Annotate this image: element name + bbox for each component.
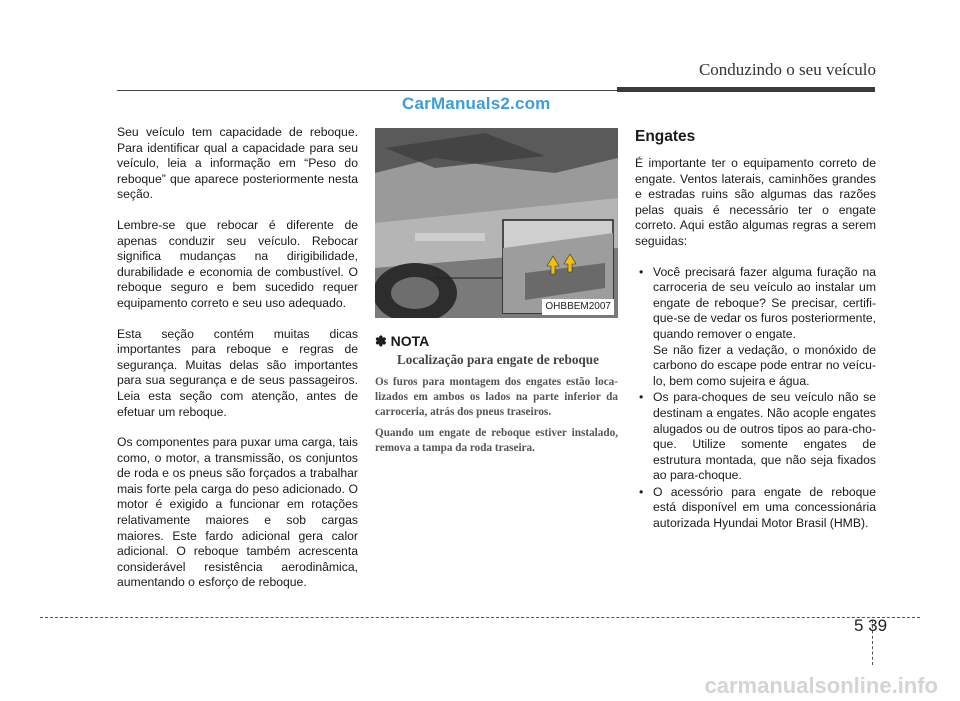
- note-body: [375, 375, 618, 456]
- watermark-bottom[interactable]: carmanualsonline.info: [704, 673, 938, 698]
- column-figure-note: [375, 128, 618, 462]
- section-title: Engates: [635, 128, 696, 145]
- paragraph: Seu veículo tem capacidade de reboque. Para identificar qual a capacidade para seu veículo, leia a informação em “Peso do reboque” que aparece posteriormente nesta seção.: [117, 125, 358, 202]
- paragraph: Esta seção contém muitas dicas importantes para reboque e regras de segurança. Muitas delas são importantes para sua segurança e de seus passageiros. Leia esta seção com atenção, antes de efetuar um reboque.: [117, 326, 358, 419]
- tow-hitch-figure: [375, 128, 618, 318]
- column-hitches: [635, 128, 876, 533]
- watermark-top[interactable]: CarManuals2.com: [402, 94, 551, 113]
- rules-list: [635, 265, 876, 532]
- footer-rule: [40, 617, 920, 618]
- list-item: [635, 265, 876, 390]
- header-rule-bar: [617, 87, 875, 92]
- paragraph: Lembre-se que rebocar é diferente de apenas conduzir seu veículo. Rebocar significa mudanças na dirigibilidade, durabilidade e economia de combustível. O reboque seguro e bem sucedido requer equipamento correto e seu uso adequado.: [117, 217, 358, 310]
- page-number: 5 39: [854, 616, 888, 635]
- list-item: [635, 485, 876, 532]
- list-item: [635, 390, 876, 484]
- list-item-text: Os para-choques de seu veículo não se destinam a engates. Não acople engates alugados ou de outros tipos ao para-choque. Utilize somente engates de estrutura montada, que não seja fixados ao para-choque.: [653, 390, 876, 483]
- header-rule: [117, 90, 617, 91]
- list-item-text: O acessório para engate de reboque está disponível em uma concessionária autorizada Hyundai Motor Brasil (HMB).: [653, 484, 876, 531]
- section-intro: É importante ter o equipamento correto de engate. Ventos laterais, caminhões grandes e estradas ruins são algumas das razões pelas quais é necessário ter o engate correto. Aqui estão algumas regras a serem seguidas:: [635, 156, 876, 248]
- car-rear-illustration: [375, 128, 618, 318]
- list-item-note: Se não fizer a vedação, o monóxido de carbono do escape pode entrar no veículo, bem como sujeira e água.: [653, 342, 876, 388]
- figure-code: OHBBEM2007: [542, 299, 614, 315]
- header-title: Conduzindo o seu veículo: [698, 60, 876, 79]
- note-heading: ✽ NOTA: [375, 333, 430, 349]
- column-intro: [117, 125, 358, 606]
- note-subtitle: Localização para engate de reboque: [397, 351, 599, 367]
- note-paragraph: Quando um engate de reboque estiver instalado, remova a tampa da roda traseira.: [375, 427, 618, 455]
- list-item-text: Você precisará fazer alguma furação na carroceria de seu veículo ao instalar um engate de reboque? Se precisar, certifique-se de vedar os furos posteriormente, quando remover o engate.: [653, 264, 876, 341]
- paragraph: Os componentes para puxar uma carga, tais como, o motor, a transmissão, os conjuntos de roda e os pneus são forçados a trabalhar mais forte pela carga do peso adicionado. O motor é exigido a funcionar em rotações relativamente maiores e sob cargas maiores. Este fardo adicional gera calor adicional. O reboque também acrescenta considerável resistência aerodinâmica, aumentando o esforço de reboque.: [117, 435, 358, 590]
- note-paragraph: Os furos para montagem dos engates estão localizados em ambos os lados na parte inferior da carroceria, atrás dos pneus traseiros.: [375, 376, 618, 419]
